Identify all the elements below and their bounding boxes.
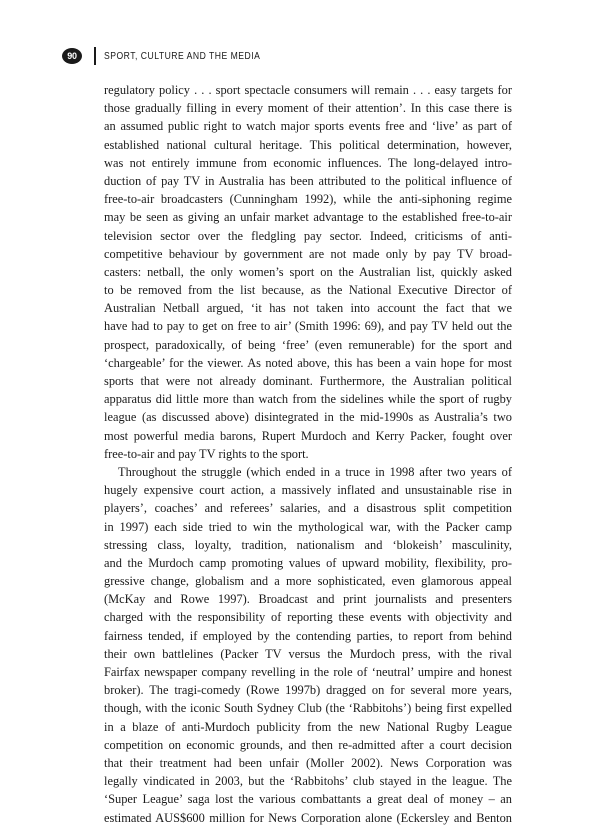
text-line: duction of pay TV in Australia has been attributed to the political influence of — [104, 173, 512, 188]
text-line: that their treatment had been unfair (Moller 2002). News Corporation was — [104, 755, 512, 770]
text-line: gressive change, globalism and a more sophisticated, even glamorous appeal — [104, 574, 512, 589]
text-line: league (as discussed above) disintegrated in the mid-1990s as Australia’s two — [104, 410, 512, 425]
running-header — [62, 45, 295, 67]
header-divider — [94, 47, 96, 65]
text-line: free-to-air and pay TV rights to the sport. — [104, 446, 309, 461]
text-line: Australian Netball argued, ‘it has not taken into account the fact that we — [104, 301, 512, 316]
text-line: though, with the iconic South Sydney Club (the ‘Rabbitohs’) being first expelled — [104, 701, 512, 716]
text-line: have had to pay to get on free to air’ (Smith 1996: 69), and pay TV held out the — [104, 319, 512, 334]
text-line: Fairfax newspaper company revelling in the role of ‘neutral’ umpire and honest — [104, 665, 512, 679]
text-line: legally vindicated in 2003, but the ‘Rabbitohs’ club stayed in the league. The — [104, 774, 512, 789]
text-line: hugely expensive court action, a massively inflated and unsustainable rise in — [104, 483, 512, 498]
running-head-title: SPORT, CULTURE AND THE MEDIA — [104, 50, 261, 62]
text-line: may be seen as giving an unfair market advantage to the established free-to-air — [104, 210, 512, 225]
text-line: (McKay and Rowe 1997). Broadcast and print journalists and presenters — [104, 592, 512, 607]
text-line: Throughout the struggle (which ended in a truce in 1998 after two years of — [118, 464, 512, 479]
text-line: those gradually filling in every moment of their attention’. In this case there is — [104, 101, 512, 116]
text-line: charged with the responsibility of reporting these events with objectivity and — [104, 610, 512, 625]
text-line: sports that were not already dominant. Furthermore, the Australian political — [104, 374, 512, 388]
text-line: an assumed public right to watch major sports events free and ‘live’ as part of — [104, 119, 512, 134]
text-line: estimated AUS$600 million for News Corporation alone (Eckersley and Benton — [104, 810, 512, 825]
body-text — [104, 81, 512, 827]
text-line: casters: netball, the only women’s sport on the Australian list, quickly asked — [104, 264, 512, 279]
text-line: apparatus did little more than watch from the sidelines while the sport of rugby — [104, 392, 512, 407]
text-line: prospect, paradoxically, of being ‘free’ (even remunerable) for the sport and — [104, 337, 512, 352]
text-line: television sector over the fledgling pay sector. Indeed, criticisms of anti- — [104, 228, 512, 243]
text-line: established national cultural heritage. This political determination, however, — [104, 137, 512, 152]
text-line: free-to-air broadcasters (Cunningham 1992), while the anti-siphoning regime — [104, 192, 512, 207]
text-line: regulatory policy . . . sport spectacle consumers will remain . . . easy targets for — [104, 83, 512, 97]
text-line: in 1997) each side tried to win the mythological war, with the Packer camp — [104, 519, 512, 534]
text-line: fairness tended, if employed by the contending parties, to report from behind — [104, 628, 512, 643]
text-line: competitive behaviour by government are not made only by pay TV broad- — [104, 246, 512, 261]
text-line: most powerful media barons, Rupert Murdoch and Kerry Packer, fought over — [104, 428, 512, 443]
text-line: was not entirely immune from economic influences. The long-delayed intro- — [104, 155, 512, 170]
text-line: players’, coaches’ and referees’ salaries, and a disastrous split competition — [104, 501, 512, 516]
page-number: 90 — [67, 51, 77, 61]
text-line: to be removed from the list because, as the National Executive Director of — [104, 283, 512, 298]
text-line: ‘chargeable’ for the viewer. As noted above, this has been a vain hope for most — [104, 355, 512, 370]
text-line: and the Murdoch camp promoting values of upward mobility, flexibility, pro- — [104, 555, 512, 570]
text-line: competition on economic grounds, and then re-admitted after a court decision — [104, 737, 512, 752]
text-line: ‘Super League’ saga lost the various combattants a great deal of money – an — [104, 792, 512, 807]
page-number-badge — [62, 48, 82, 64]
text-line: in a blaze of anti-Murdoch publicity from the new National Rugby League — [104, 719, 512, 734]
text-line: their own battlelines (Packer TV versus the Murdoch press, with the rival — [104, 646, 512, 661]
text-line: stressing class, loyalty, tradition, nationalism and ‘blokeish’ masculinity, — [104, 537, 512, 552]
text-line: broker). The tragi-comedy (Rowe 1997b) dragged on for several more years, — [104, 683, 512, 698]
